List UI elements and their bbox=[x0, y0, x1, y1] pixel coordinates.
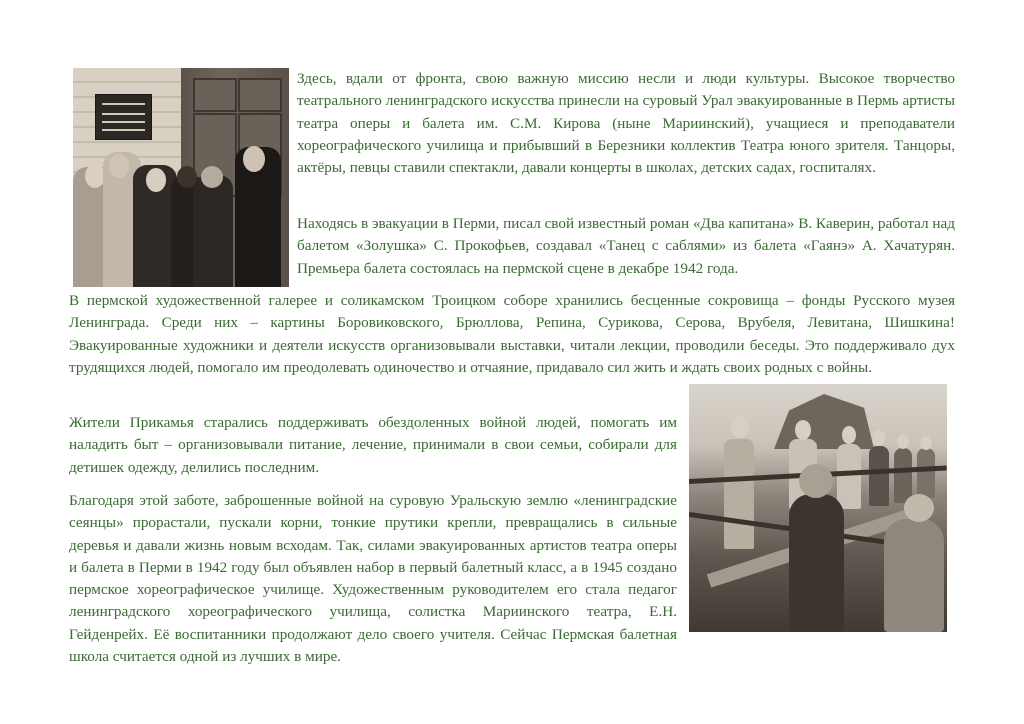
paragraph-4-text: Жители Прикамья старались поддерживать обездоленных войной людей, помогать им наладить быт – организовывали питание, лечение, принимали в свои семьи, собирали для детишек одежду, делились последним. bbox=[69, 414, 677, 476]
school-sign bbox=[95, 94, 152, 140]
paragraph-1 bbox=[297, 68, 955, 179]
paragraph-3 bbox=[69, 290, 955, 379]
paragraph-5 bbox=[69, 490, 677, 668]
photo-ballet-barre-village bbox=[689, 384, 947, 632]
photo-choreographic-school-students bbox=[73, 68, 289, 287]
paragraph-3-text: В пермской художественной галерее и соликамском Троицком соборе хранились бесценные сокровища – фонды Русского музея Ленинграда. Среди них – картины Боровиковского, Брюллова, Репина, Сурикова, Серова, Врубеля, Левитана, Шишкина! Эвакуированные художники и деятели искусств организовывали выставки, читали лекции, проводили беседы. Это поддерживало дух трудящихся людей, помогало им преодолевать одиночество и отчаяние, придавало сил жить и ждать своих родных с войны. bbox=[69, 292, 955, 376]
paragraph-2-text: Находясь в эвакуации в Перми, писал свой известный роман «Два капитана» В. Каверин, работал над балетом «Золушка» С. Прокофьев, создавал «Танец с саблями» из балета «Гаянэ» А. Хачатурян. Премьера балета состоялась на пермской сцене в декабре 1942 года. bbox=[297, 215, 955, 277]
paragraph-1-text: Здесь, вдали от фронта, свою важную миссию несли и люди культуры. Высокое творчество театрального ленинградского искусства принесли на суровый Урал эвакуированные в Пермь артисты театра оперы и балета им. С.М. Кирова (ныне Мариинский), учащиеся и преподаватели хореографического училища и прибывший в Березники коллектив Театра юного зрителя. Танцоры, актёры, певцы ставили спектакли, давали концерты в школах, детских садах, госпиталях. bbox=[297, 70, 955, 177]
paragraph-4 bbox=[69, 412, 677, 479]
paragraph-5-text: Благодаря этой заботе, заброшенные войной на суровую Уральскую землю «ленинградские сеянцы» прорастали, пускали корни, тонкие прутики крепли, превращались в сильные деревья и давали жизнь новым всходам. Так, силами эвакуированных артистов театра оперы и балета в Перми в 1942 году был объявлен набор в первый балетный класс, а в 1945 создано пермское хореографическое училище. Художественным руководителем его стала педагог ленинградского хореографического училища, солистка Мариинского театра, Е.Н. Гейденрейх. Её воспитанники продолжают дело своего учителя. Сейчас Пермская балетная школа считается одной из лучших в мире. bbox=[69, 492, 677, 666]
paragraph-2 bbox=[297, 213, 955, 280]
